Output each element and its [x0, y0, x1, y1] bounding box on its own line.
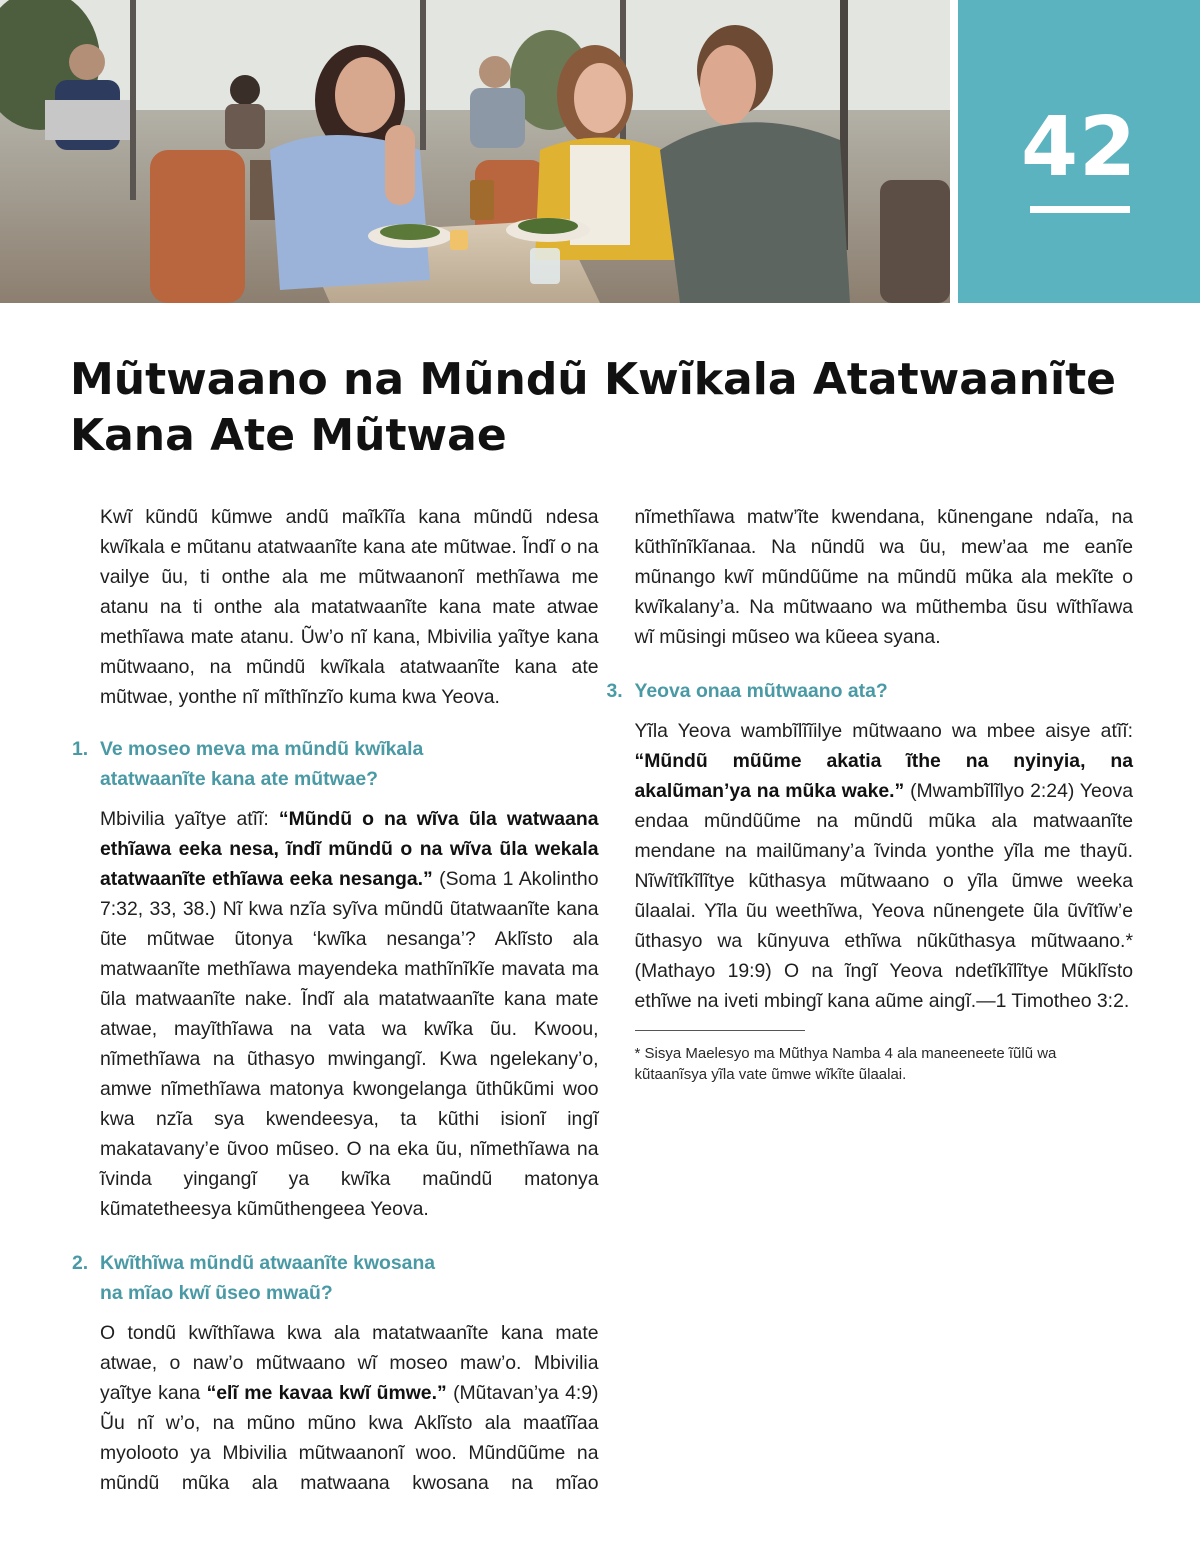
- question-2-scripture-quote: “elĩ me kavaa kwĩ ũmwe.”: [206, 1382, 447, 1404]
- question-3-number: 3.: [606, 680, 623, 702]
- question-1-text-post: (Soma 1 Akolintho 7:32, 33, 38.) Nĩ kwa nzĩa syĩva mũndũ ũtatwaanĩte kana ũte mũtwae ũtonya ‘kwĩka nesanga’? Aklĩsto ala matwaanĩte methĩawa mayendeka mathĩnĩkĩe mavata ma ũla matwaanĩte nake. Ĩndĩ ala matatwaanĩte kana mate atwae, mayĩthĩawa na vata wa kwĩka ũu. Kwoou, nĩmethĩawa na ũthasyo mwingangĩ. Kwa ngelekany’o, amwe nĩmethĩawa matonya kwongelanga ũthũkũmi woo kwa nzĩa sya kwendeesya, ta kũthi isionĩ ingĩ makatavany’e ũvoo mũseo. O na eka ũu, nĩmethĩawa na ĩvinda yingangĩ ya kwĩka maũndũ matonya kũmatetheesya kũmũthengeea Yeova.: [100, 868, 599, 1220]
- question-2-line-2: na mĩao kwĩ ũseo mwaũ?: [100, 1282, 333, 1304]
- question-2-heading: [72, 1248, 599, 1308]
- question-3-line-1: Yeova onaa mũtwaano ata?: [634, 680, 888, 702]
- page-title: [70, 352, 1130, 464]
- question-2-text-pre: O tondũ kwĩthĩawa kwa ala matatwaanĩte kana mate atwae, o naw’o mũtwaano wĩ moseo maw’o. Mbivilia yaĩtye kana: [100, 1322, 599, 1404]
- page-title-line-1: Mũtwaano na Mũndũ Kwĩkala Atatwaanĩte: [70, 354, 1116, 405]
- footnote-block: [635, 1030, 1134, 1085]
- lesson-number-box: [958, 0, 1200, 303]
- lesson-number-underline: [1030, 206, 1130, 213]
- question-3-heading: [607, 676, 1134, 706]
- question-3-text-pre: Yĩla Yeova wambĩlĩĩilye mũtwaano wa mbee aisye atĩĩ:: [634, 720, 1133, 742]
- intro-paragraph: Kwĩ kũndũ kũmwe andũ maĩkĩĩa kana mũndũ ndesa kwĩkala e mũtanu atatwaanĩte kana ate mũtwae. Ĩndĩ o na vailye ũu, ti onthe ala me mũtwaanonĩ methĩawa me atanu na ti onthe ala matatwaanĩte kana mate atwae methĩawa mate atanu. Ũw’o nĩ kana, Mbivilia yaĩtye kana mũtwaano, na mũndũ kwĩkala atatwaanĩte kana ate mũtwae, yonthe nĩ mĩthĩnzĩo kuma kwa Yeova.: [100, 506, 599, 708]
- lesson-number: 42: [1020, 100, 1138, 195]
- question-3-scripture-quote: “Mũndũ mũũme akatia ĩthe na nyinyia, na akalũman’ya na mũka wake.”: [634, 750, 1133, 802]
- question-1-heading: [72, 734, 599, 794]
- question-2-number: 2.: [72, 1252, 89, 1274]
- cafe-scene-illustration: [0, 0, 950, 303]
- header-photo: [0, 0, 950, 303]
- question-1-line-1: Ve moseo meva ma mũndũ kwĩkala: [100, 738, 424, 760]
- question-2-line-1: Kwĩthĩwa mũndũ atwaanĩte kwosana: [100, 1252, 436, 1274]
- question-1-scripture-quote: “Mũndũ o na wĩva ũla watwaana ethĩawa eeka nesa, ĩndĩ mũndũ o na wĩva ũla wekala atatwaanĩte ethĩawa eeka nesanga.”: [100, 808, 599, 890]
- question-3-paragraph: [635, 716, 1134, 1016]
- page-title-line-2: Kana Ate Mũtwae: [70, 410, 507, 461]
- question-3-text-post: (Mwambĩlĩlyo 2:24) Yeova endaa mũndũũme na mũndũ mũka ala matwaanĩte mendane na mailũmany’a ĩvinda yonthe yĩla me thayũ. Nĩwĩtĩkĩlĩtye kũthasya mũtwaano o yĩla ũmwe weeka ũlaalai. Yĩla ũu weethĩwa, Yeova nũnengete ũla ũvĩtĩw’e ũthasyo wa kũnyuva ethĩwa nũkũthasya mũtwaano.* (Mathayo 19:9) O na ĩngĩ Yeova ndetĩkĩlĩtye Mũklĩsto ethĩwe na iveti mbingĩ kana aũme aingĩ.—1 Timotheo 3:2.: [634, 780, 1133, 1012]
- question-1-text-pre: Mbivilia yaĩtye atĩĩ:: [100, 808, 279, 830]
- article-body: [72, 502, 1133, 1512]
- question-2-text-post: (Mũtavan’ya 4:9) Ũu nĩ w’o, na mũno mũno kwa Aklĩsto ala maatĩĩaa myolooto ya Mbivilia mũtwaanonĩ woo. Mũndũũme na mũndũ mũka ala matwaana kwosana na mĩao nĩmethĩawa matw’ĩte kwendana, kũnengane ndaĩa, na kũthĩnĩkĩanaa. Na nũndũ wa ũu, mew’aa me eanĩe mũnango kwĩ mũndũũme na mũndũ mũka ala mekĩte o kwĩkalany’a. Na mũtwaano wa mũthemba ũsu wĩthĩawa wĩ mũsingi mũseo wa kũeea syana.: [100, 506, 1133, 1494]
- question-1-line-2: atatwaanĩte kana ate mũtwae?: [100, 768, 379, 790]
- question-1-number: 1.: [72, 738, 89, 760]
- question-1-paragraph: [100, 804, 599, 1224]
- footnote-divider: [635, 1030, 805, 1031]
- footnote: * Sisya Maelesyo ma Mũthya Namba 4 ala maneeneete ĩũlũ wa kũtaanĩsya yĩla vate ũmwe wĩkĩte ũlaalai.: [634, 1045, 1057, 1083]
